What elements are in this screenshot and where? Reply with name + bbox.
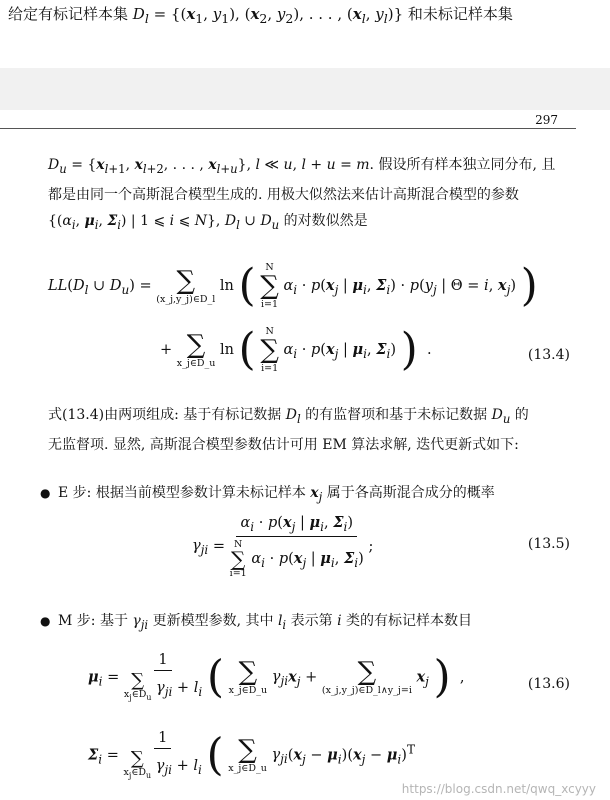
paragraph-2-line-1: 式(13.4)由两项组成: 基于有标记数据 $D_l$ 的有监督项和基于未标记数据 $D_u$ 的 (48, 407, 529, 426)
equation-13-6: $\mu_i$ = 1 ∑ $x_j\in D_u$ $\gamma_{ji} + l_i$ ( ∑ x_j∈D_u $\gamma_{ji}x_j$ + ∑ (x_j,y_j)∈D_l∧y_j=i $x_j$ ) , (88, 651, 465, 703)
equation-13-4-line-2: + ∑ x_j∈D_u ln ( N ∑ i=1 $\alpha_i \cdot p(x_j$ | $\mu_i$, $\Sigma_i$) ) . (160, 324, 432, 375)
watermark: https://blog.csdn.net/qwq_xcyyy (401, 782, 596, 796)
fraction: 1 ∑ $x_j\in D_u$ $\gamma_{ji} + l_i$ (123, 730, 202, 780)
top-text-line: 给定有标记样本集 $D_l = \{(x_1$, $y_1$), ($x_2$, $y_2$), . . . , ($x_l$, $y_l$)} 和未标记样本集 (8, 5, 513, 26)
paragraph-1-line-1: $D_u = \{x_{l+1}$, $x_{l+2}$, . . . , $x_{l+u}$}, l ≪ u, l + u = m. 假设所有样本独立同分布, 且 (48, 157, 556, 176)
bullet-m-step: ● M 步: 基于 $\gamma_{ji}$ 更新模型参数, 其中 $l_i$ 表示第 i 类的有标记样本数目 (40, 613, 472, 632)
header-rule (0, 128, 576, 129)
equation-13-4-line-1: $LL(D_l$ ∪ $D_u$) = ∑ (x_j,y_j)∈D_l ln ( N ∑ i=1 $\alpha_i \cdot p(x_j$ | $\mu_i$, $\Sigma_i) \cdot p(y_j$ | Θ = i, $x_j$) ) (48, 260, 538, 311)
paragraph-1 (48, 152, 578, 238)
sum-operator: N ∑ i=1 (260, 326, 279, 374)
paragraph-1-line-3: {($\alpha_i$, $\mu_i$, $\Sigma_i$) | 1 ⩽ i ⩽ N}, $D_l$ ∪ $D_u$ 的对数似然是 (48, 212, 368, 232)
sum-operator: ∑ x_j∈D_u (228, 734, 267, 774)
sum-operator: N ∑ i=1 (260, 262, 279, 310)
sum-operator: ∑ (x_j,y_j)∈D_l∧y_j=i (321, 656, 412, 696)
equation-13-5: $\gamma_{ji}$ = $\alpha_i \cdot p(x_j$ | $\mu_i$, $\Sigma_i$) N ∑ i=1 $\alpha_i \cdot p(x_j$ | $\mu_i$, $\Sigma_i$) ; (192, 514, 374, 579)
equation-number-13-5: (13.5) (527, 536, 570, 552)
paragraph-2-line-2: 无监督项. 显然, 高斯混合模型参数估计可用 EM 算法求解, 迭代更新式如下: (48, 436, 519, 453)
sum-operator: ∑ x_j∈D_u (176, 329, 216, 369)
paragraph-2 (48, 402, 578, 458)
equation-number-13-6: (13.6) (527, 676, 570, 692)
equation-number-13-4: (13.4) (527, 347, 570, 363)
fraction: $\alpha_i \cdot p(x_j$ | $\mu_i$, $\Sigma_i$) N ∑ i=1 $\alpha_i \cdot p(x_j$ | $\mu_i$, $\Sigma_i$) (229, 514, 364, 579)
page-gap (0, 68, 610, 110)
sum-operator: ∑ (x_j,y_j)∈D_l (156, 265, 216, 305)
fraction: 1 ∑ $x_j\in D_u$ $\gamma_{ji} + l_i$ (123, 652, 203, 702)
equation-sigma-update: $\Sigma_i$ = 1 ∑ $x_j\in D_u$ $\gamma_{ji} + l_i$ ( ∑ x_j∈D_u $\gamma_{ji}(x_j - \mu_i)(x_j - \mu_i)^T$ (88, 729, 416, 781)
page-number: 297 (535, 113, 558, 127)
paragraph-1-line-2: 都是由同一个高斯混合模型生成的. 用极大似然法来估计高斯混合模型的参数 (48, 186, 519, 203)
bullet-e-step: ● E 步: 根据当前模型参数计算未标记样本 $x_j$ 属于各高斯混合成分的概率 (40, 485, 495, 504)
sum-operator: ∑ x_j∈D_u (228, 656, 268, 696)
